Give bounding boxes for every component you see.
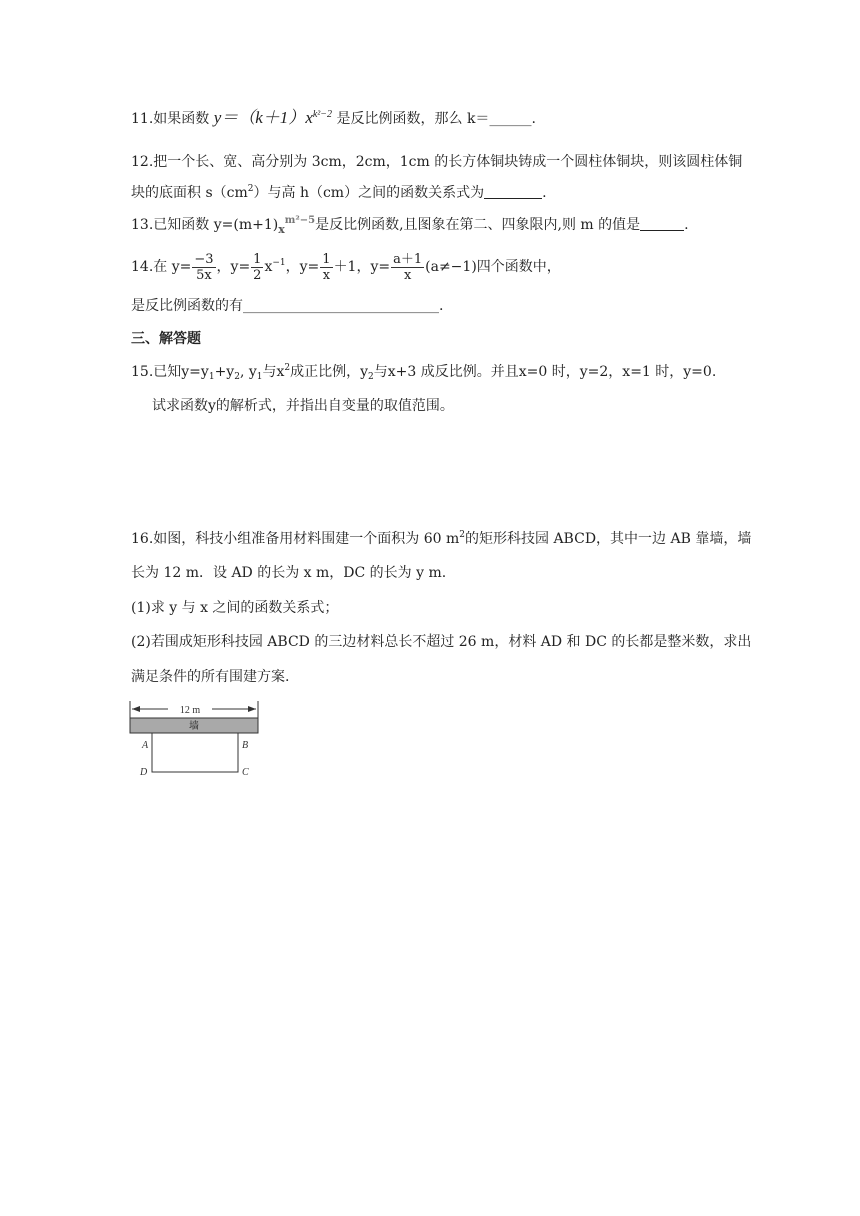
q14-line2-text: 是反比例函数的有 xyxy=(131,298,243,314)
q14-f2-tail: x xyxy=(264,259,273,275)
q15-b: +y xyxy=(214,364,235,380)
q15-a: 15.已知y=y xyxy=(131,364,209,380)
q11-formula-base: x xyxy=(305,108,313,127)
q14-sep-1: ，y= xyxy=(216,259,251,275)
wall-label: 墙 xyxy=(189,721,199,732)
q13-end: . xyxy=(684,217,689,233)
vertex-a: A xyxy=(142,740,149,751)
q14-fraction-4 xyxy=(391,252,424,283)
question-16-line-2: 长为 12 m．设 AD 的长为 x m，DC 的长为 y m. xyxy=(131,565,447,581)
question-12-line-1: 12.把一个长、宽、高分别为 3cm，2cm，1cm 的长方体铜块铸成一个圆柱体铜块，则该圆柱体铜 xyxy=(131,154,743,170)
question-16-part-2-line-2: 满足条件的所有围建方案. xyxy=(131,669,290,685)
question-15-line-1 xyxy=(131,362,716,382)
rectangle-abcd xyxy=(152,733,238,772)
q15-d: 与x xyxy=(262,364,285,380)
arrow-left-icon xyxy=(132,706,140,712)
q14-f3-denominator: x xyxy=(322,267,331,283)
q14-f2-numerator: 1 xyxy=(253,251,262,267)
question-14-line-1 xyxy=(131,250,561,284)
rectangle-garden-figure xyxy=(124,698,264,782)
q14-f1-denominator: 5x xyxy=(196,267,212,283)
q11-text-b: 是反比例函数，那么 k＝ xyxy=(336,111,490,127)
q14-f4-denominator: x xyxy=(403,267,412,283)
question-14-line-2 xyxy=(131,296,443,316)
q14-fraction-3 xyxy=(320,252,332,283)
q14-f4-tail: (a≠−1)四个函数中， xyxy=(425,259,561,275)
q14-fraction-1 xyxy=(192,252,215,283)
q12-blank xyxy=(484,184,542,199)
q14-f3-tail: ＋1，y= xyxy=(333,259,391,275)
length-label: 12 m xyxy=(179,705,201,716)
q16-l1-sup: 2 xyxy=(459,530,465,540)
q15-s2: 2 xyxy=(234,372,240,382)
vertex-d: D xyxy=(140,767,148,778)
q13-exp-base: x xyxy=(278,223,285,236)
vertex-b: B xyxy=(242,740,249,751)
arrow-right-icon xyxy=(248,706,256,712)
q14-line2-end: . xyxy=(439,298,444,314)
q12-text-a: 块的底面积 s（cm xyxy=(131,185,248,201)
question-16-part-1: (1)求 y 与 x 之间的函数关系式； xyxy=(131,600,339,616)
q14-sep-2: ，y= xyxy=(285,259,320,275)
question-15-line-2: 试求函数y的解析式，并指出自变量的取值范围。 xyxy=(152,398,454,414)
q12-end: . xyxy=(542,185,547,201)
q11-formula-lhs: y＝（k＋1） xyxy=(213,108,306,127)
q14-f2-denominator: 2 xyxy=(253,267,262,283)
q14-fraction-2 xyxy=(251,252,263,283)
question-11 xyxy=(131,108,536,129)
q15-sup: 2 xyxy=(284,363,291,373)
q16-l1-b: 的矩形科技园 ABCD，其中一边 AB 靠墙，墙 xyxy=(465,531,752,547)
question-12-line-2 xyxy=(131,183,547,203)
q14-f2-sup: −1 xyxy=(272,258,286,268)
question-16-line-1 xyxy=(131,529,751,549)
vertex-c: C xyxy=(242,767,249,778)
q11-formula-exp: k²−2 xyxy=(312,109,333,120)
q11-end: . xyxy=(531,111,536,127)
question-13 xyxy=(131,215,689,240)
q11-text-a: 如果函数 xyxy=(153,111,210,127)
section-3-title: 三、解答题 xyxy=(131,331,201,347)
q13-text-b: 是反比例函数,且图象在第二、四象限内,则 m 的值是 xyxy=(315,217,641,233)
q14-f1-numerator: −3 xyxy=(194,251,214,267)
q15-s1: 1 xyxy=(208,372,215,382)
q15-e: 成正比例，y xyxy=(290,364,369,380)
q11-number: 11. xyxy=(131,111,154,127)
q13-blank xyxy=(640,216,684,231)
q13-text-a: 13.已知函数 y=(m+1) xyxy=(131,217,279,233)
q14-f3-numerator: 1 xyxy=(322,251,331,267)
q15-s4: 2 xyxy=(368,372,374,382)
q15-s3: 1 xyxy=(256,372,263,382)
q15-f: 与x+3 成反比例。并且x=0 时，y=2，x=1 时，y=0. xyxy=(373,364,717,380)
q11-blank: ______ xyxy=(489,111,532,127)
q12-sup: 2 xyxy=(247,184,254,194)
q14-prefix: 14.在 y= xyxy=(131,259,192,275)
q13-exp-power: m²−5 xyxy=(284,215,316,226)
question-16-part-2-line-1: (2)若围成矩形科技园 ABCD 的三边材料总长不超过 26 m，材料 AD 和 DC 的长都是整米数，求出 xyxy=(131,634,752,650)
q16-l1-a: 16.如图，科技小组准备用材料围建一个面积为 60 m xyxy=(131,531,460,547)
q15-c: , y xyxy=(239,364,257,380)
q14-f4-numerator: a＋1 xyxy=(393,251,423,267)
q14-blank: ____________________________ xyxy=(243,298,439,314)
q12-text-b: ）与高 h（cm）之间的函数关系式为 xyxy=(253,185,485,201)
